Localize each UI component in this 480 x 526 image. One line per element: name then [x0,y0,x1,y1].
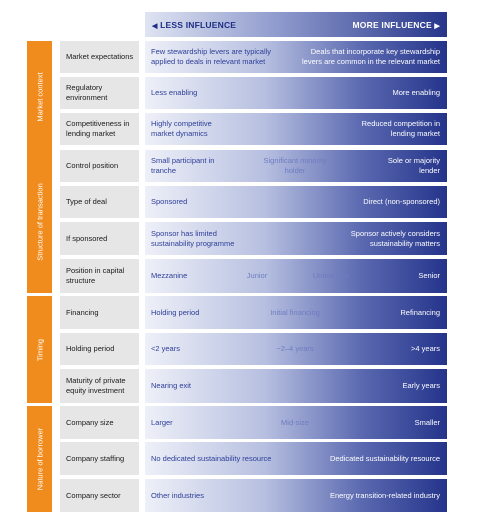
row-label-control-position: Control position [60,150,139,182]
scale-high-text: More enabling [392,88,440,97]
row-label-regulatory-environment: Regulatory environment [60,77,139,109]
scale-low-text: <2 years [151,344,180,353]
row-scale-holding-period [145,333,447,365]
scale-high-text: Direct (non-sponsored) [363,197,440,206]
scale-high-text: Senior [418,271,440,280]
scale-low-text: Few stewardship levers are typically applied to deals in relevant market [151,47,272,66]
row-scale-pe-maturity [145,369,447,403]
row-label-capital-structure: Position in capital structure [60,259,139,293]
more-influence-text: MORE INFLUENCE [352,19,432,30]
scale-low-text: Nearing exit [151,381,192,390]
scale-low-text: Small participant in tranche [151,156,215,175]
less-influence-text: LESS INFLUENCE [160,19,237,30]
group-nature-of-borrower [27,406,52,512]
scale-high-text: Smaller [414,417,440,427]
row-label-holding-period: Holding period [60,333,139,365]
group-label: Nature of borrower [35,427,44,491]
left-arrow-icon: ◀ [152,22,158,30]
row-scale-company-size [145,406,447,439]
group-market-context [27,41,52,153]
scale-high-text: Refinancing [400,307,440,317]
right-arrow-icon: ▶ [434,22,440,30]
row-scale-financing [145,296,447,329]
scale-high-text: Early years [402,381,440,390]
row-label-type-of-deal: Type of deal [60,186,139,218]
row-scale-control-position [145,150,447,182]
row-scale-competitiveness [145,113,447,145]
scale-low-text: Sponsor has limited sustainability programme [151,228,235,248]
scale-high-text: Sole or majority lender [387,156,440,175]
row-scale-market-expectations [145,41,447,73]
scale-low-text: Mezzanine [151,271,188,280]
scale-mid-text: Junior [246,271,268,280]
row-scale-company-sector [145,479,447,512]
scale-high-text: Reduced competition in lending market [361,119,440,138]
scale-low-text: No dedicated sustainability resource [151,453,272,463]
row-scale-if-sponsored [145,222,447,255]
scale-low-text: Sponsored [151,197,188,206]
row-scale-regulatory-environment [145,77,447,109]
row-label-market-expectations: Market expectations [60,41,139,73]
row-label-if-sponsored: If sponsored [60,222,139,255]
scale-mid-text: Mid-size [281,417,309,427]
scale-low-text: Other industries [151,490,204,500]
row-label-company-staffing: Company staffing [60,442,139,475]
less-influence-label [152,20,236,30]
group-label: Structure of transaction [35,182,44,261]
row-scale-type-of-deal [145,186,447,218]
row-scale-company-staffing [145,442,447,475]
row-label-financing: Financing [60,296,139,329]
scale-high-text: Energy transition-related industry [329,490,440,500]
scale-mid-text: Unitranche [312,271,350,280]
group-structure-of-transaction [27,150,52,293]
row-label-company-sector: Company sector [60,479,139,512]
scale-high-text: Sponsor actively considers sustainability matters [350,228,440,248]
group-label: Market context [35,72,44,122]
row-label-competitiveness: Competitiveness in lending market [60,113,139,145]
scale-mid-text: Initial financing [270,307,320,317]
scale-high-text: Deals that incorporate key stewardship levers are common in the relevant market [302,47,440,66]
scale-mid-text: Significant minority holder [263,156,327,175]
row-label-pe-maturity: Maturity of private equity investment [60,369,139,403]
scale-low-text: Holding period [151,307,200,317]
row-label-company-size: Company size [60,406,139,439]
group-timing [27,296,52,403]
scale-low-text: Highly competitive market dynamics [151,119,212,138]
influence-scale-header [145,12,447,37]
scale-low-text: Larger [151,417,173,427]
group-label: Timing [35,338,44,361]
scale-high-text: Dedicated sustainability resource [329,453,440,463]
scale-low-text: Less enabling [151,88,198,97]
row-scale-capital-structure [145,259,447,293]
scale-mid-text: ~2–4 years [276,344,314,353]
more-influence-label [353,20,440,30]
scale-high-text: >4 years [411,344,440,353]
